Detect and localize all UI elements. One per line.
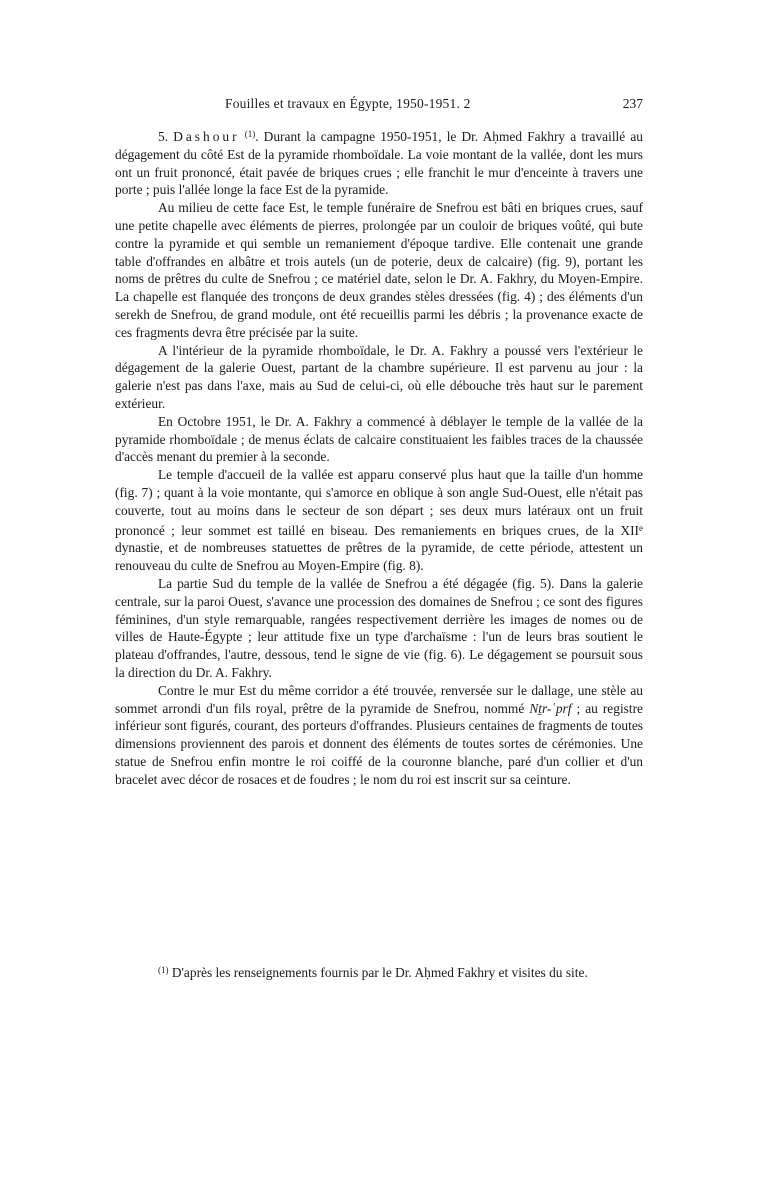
footnote-reference: (1)	[244, 129, 256, 139]
paragraph: Au milieu de cette face Est, le temple funéraire de Snefrou est bâti en briques crues, sauf une petite chapelle avec éléments de pierres, prolongée par un couloir de briques voûté, qui bute contre la pyramide et qui semble un remaniement d'époque tardive. Elle contenait une grande table d'offrandes en albâtre et trois autels (un de poterie, deux de calcaire) (fig. 9), portant les noms de prêtres du culte de Snefrou ; ce matériel date, selon le Dr. A. Fakhry, du Moyen-Empire. La chapelle est flanquée des tronçons de deux grandes stèles dressées (fig. 4) ; des éléments d'un serekh de Snefrou, de grand module, ont été recueillis parmi les débris ; la provenance exacte de ces fragments devra être précisée par la suite.	[115, 200, 643, 340]
section-number: 5.	[158, 129, 169, 144]
paragraph: En Octobre 1951, le Dr. A. Fakhry a commencé à déblayer le temple de la vallée de la pyramide rhomboïdale ; de menus éclats de calcaire constituaient les faibles traces de la chaussée d'accès menant du premier à la seconde.	[115, 413, 643, 465]
footnote-marker: (1)	[158, 965, 169, 975]
paragraph-text: ; au registre inférieur sont figurés, courant, des porteurs d'offrandes. Plusieurs centaines de fragments de toutes dimensions proviennent des parois et donnent des éléments de toutes sortes de cérémonies. Une statue de Snefrou enfin montre le roi coiffé de la couronne blanche, paré d'un collier et d'un bracelet avec décor de rosaces et de foudres ; le nom du roi est inscrit sur sa ceinture.	[115, 700, 643, 787]
page-header	[115, 96, 643, 116]
footnote-text: D'après les renseignements fournis par le Dr. Aḥmed Fakhry et visites du site.	[168, 965, 588, 980]
paragraph	[115, 682, 643, 789]
paragraph: A l'intérieur de la pyramide rhomboïdale, le Dr. A. Fakhry a poussé vers l'extérieur le dégagement de la galerie Ouest, partant de la chambre supérieure. Il est parvenu au jour : la galerie n'est pas dans l'axe, mais au Sud de celui-ci, où elle débouche très haut sur le parement extérieur.	[115, 342, 643, 411]
paragraph	[115, 126, 643, 199]
page-number: 237	[622, 96, 643, 111]
footnote-paragraph	[115, 962, 643, 981]
paragraph-text: dynastie, et de nombreuses statuettes de prêtres de la pyramide, de cette période, attestent un renouveau du culte de Snefrou au Moyen-Empire (fig. 8).	[115, 540, 643, 574]
section-place: Dashour	[173, 129, 240, 144]
footnote	[115, 962, 643, 981]
paragraph	[115, 466, 643, 575]
paragraph-text: . Durant la campagne 1950-1951, le Dr. Aḥmed Fakhry a travaillé au dégagement du côté Est de la pyramide rhomboïdale. La voie montant de la vallée, dont les murs ont un fruit prononcé, était pavée de briques crues ; elle franchit le mur d'enceinte à travers une porte ; puis l'allée longe la face Est de la pyramide.	[115, 129, 643, 198]
running-title: Fouilles et travaux en Égypte, 1950-1951. 2	[225, 96, 471, 111]
paragraph-text: Contre le mur Est du même corridor a été trouvée, renversée sur le dallage, une stèle au sommet arrondi d'un fils royal, prêtre de la pyramide de Snefrou, nommé	[115, 682, 643, 716]
superscript: e	[639, 522, 643, 533]
egyptian-name: Nṯr-ʿprf	[529, 700, 572, 716]
paragraph-text: Le temple d'accueil de la vallée est apparu conservé plus haut que la taille d'un homme (fig. 7) ; quant à la voie montante, qui s'amorce en oblique à son angle Sud-Ouest, elle n'était pas couverte, tout au moins dans le secteur de son départ ; ses deux murs latéraux ont un fruit prononcé ; leur sommet est taillé en biseau. Des remaniements en briques crues, de la XII	[115, 467, 643, 538]
article-body	[115, 126, 643, 788]
paragraph: La partie Sud du temple de la vallée de Snefrou a été dégagée (fig. 5). Dans la galerie centrale, sur la paroi Ouest, s'avance une procession des domaines de Snefrou ; ce sont des figures féminines, d'un style remarquable, rangées respectivement derrière les images de nomes ou de villes de Haute-Égypte ; leur attitude fixe un type d'archaïsme : l'un de leurs bras soutient le plateau d'offrandes, l'autre, dessous, tend le signe de vie (fig. 6). Le dégagement se poursuit sous la direction du Dr. A. Fakhry.	[115, 575, 643, 680]
